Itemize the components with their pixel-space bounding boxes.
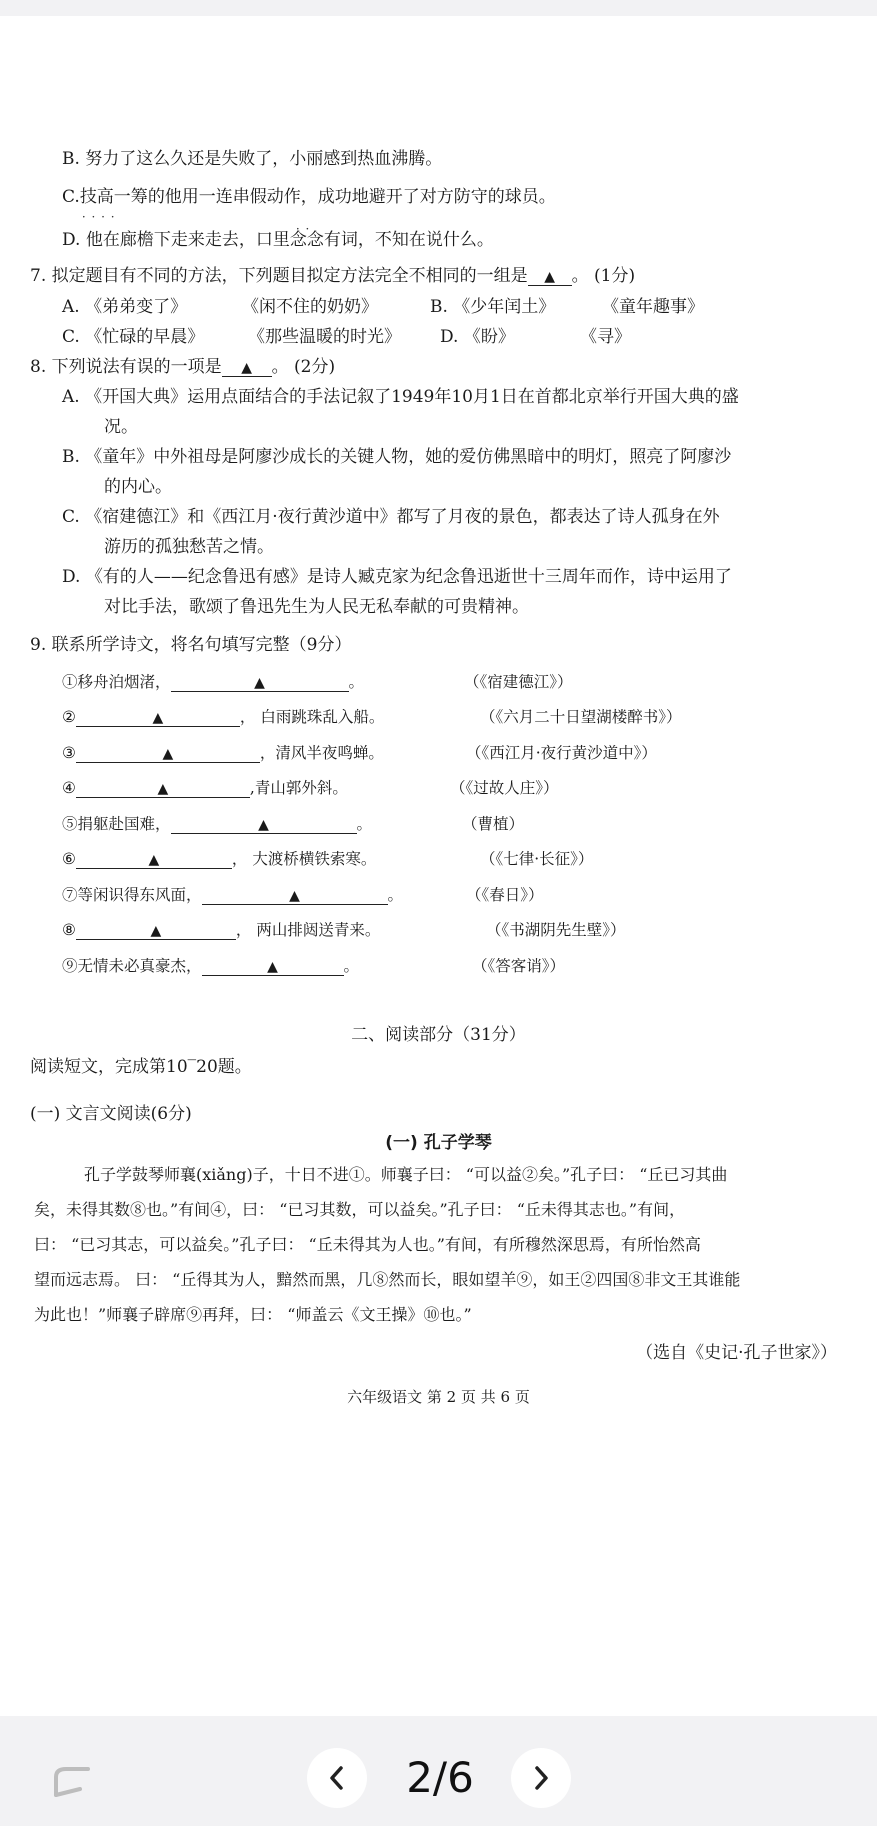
q9-item: ⑧ ▲ ， 两山排闼送青来。 （《书湖阴先生壁》） — [62, 921, 626, 939]
q8-stem: 8. 下列说法有误的一项是 ▲ 。 (2分) — [30, 357, 336, 377]
q8-option-d-line2: 对比手法，歌颂了鲁迅先生为人民无私奉献的可贵精神。 — [104, 597, 529, 617]
passage-line: 为此也！”师襄子辟席⑨再拜，曰： “师盖云《文王操》⑩也。” — [34, 1305, 472, 1324]
triangle-mark-icon: ▲ — [267, 959, 278, 975]
undo-icon[interactable] — [50, 1763, 94, 1799]
passage-line: 曰： “已习其志，可以益矣。”孔子曰： “丘未得其为人也。”有间，有所穆然深思焉，有所怡然高 — [34, 1235, 701, 1254]
q8-option-d-line1: D. 《有的人——纪念鲁迅有感》是诗人臧克家为纪念鲁迅逝世十三周年而作，诗中运用了 — [62, 567, 732, 587]
answer-blank — [528, 266, 572, 286]
triangle-mark-icon: ▲ — [157, 781, 169, 797]
chevron-right-icon — [530, 1765, 552, 1791]
q9-item: ①移舟泊烟渚， ▲ 。 （《宿建德江》） — [62, 673, 573, 691]
triangle-mark-icon: ▲ — [150, 923, 162, 939]
answer-blank — [171, 814, 357, 834]
q8-option-b-line1: B. 《童年》中外祖母是阿廖沙成长的关键人物，她的爱仿佛黑暗中的明灯，照亮了阿廖沙 — [62, 447, 732, 467]
subsection-heading: (一) 文言文阅读(6分) — [30, 1104, 192, 1124]
q9-item: ③ ▲ ，清风半夜鸣蝉。 （《西江月·夜行黄沙道中》） — [62, 744, 657, 762]
page-indicator: 2/6 — [406, 1753, 474, 1802]
reading-instruction: 阅读短文，完成第10‾20题。 — [30, 1057, 252, 1077]
triangle-mark-icon: ▲ — [544, 269, 556, 285]
answer-blank — [76, 707, 240, 727]
q8-option-c-line2: 游历的孤独愁苦之情。 — [104, 537, 274, 557]
q6-option-b: B. 努力了这么久还是失败了，小丽感到热血沸腾。 — [62, 149, 443, 169]
answer-blank — [202, 956, 344, 976]
passage-title: (一) 孔子学琴 — [385, 1133, 492, 1153]
q6-option-d: D. 他在廊檐下走来走去，口里念念有词 · ·，不知在说什么。 — [62, 229, 494, 251]
chevron-left-icon — [326, 1765, 348, 1791]
document-page: B. 努力了这么久还是失败了，小丽感到热血沸腾。 C.技高一筹 · · · ·的他用一连串假动作，成功地避开了对方防守的球员。 D. 他在廊檐下走来走去，口里念念有词 · ·，不知在说什么。 7. 拟定题目有不同的方法，下列题目拟定方法完全不相同的一组是 ▲ 。 (1分) A. 《弟弟变了》 《闲不住的奶奶》 B. 《少年闰土》 《童年趣事》 C. 《忙碌的早晨》 《那些温暖的时光》 D. 《盼》 《寻》 8. 下列说法有误的一项是 ▲ 。 (2分) A. 《开国大典》运用点面结合的手法记叙了1949年10月1日在首都北京举行开国大典的盛 况。 B. 《童年》中外祖母是阿廖沙成长的关键人物，她的爱仿佛黑暗中的明灯，照亮了阿廖沙 的内心。 C. 《宿建德江》和《西江月·夜行黄沙道中》都写了月夜的景色，都表达了诗人孤身在外 游历的孤独愁苦之情。 D. 《有的人——纪念鲁迅有感》是诗人臧克家为纪念鲁迅逝世十三周年而作，诗中运用了 对比手法，歌颂了鲁迅先生为人民无私奉献的可贵精神。 9. 联系所学诗文，将名句填写完整（9分） ①移舟泊烟渚， ▲ 。 （《宿建德江》） ② ▲ ， 白雨跳珠乱入船。 （《六月二十日望湖楼醉书》） ③ ▲ ，清风半夜鸣蝉。 （《西江月·夜行黄沙道中》） ④ ▲ ,青山郭外斜。 （《过故人庄》） ⑤捐躯赴国难， ▲ 。 （曹植） ⑥ ▲ ， 大渡桥横铁索寒。 （《七律·长征》） ⑦等闲识得东风面， ▲ 。 （《春日》） ⑧ ▲ ， 两山排闼送青来。 （《书湖阴先生壁》） ⑨无情未必真豪杰， ▲ 。 （《答客诮》） 二、阅读部分（31分） 阅读短文，完成第10‾20题。 (一) 文言文阅读(6分) (一) 孔子学琴 孔子学鼓琴师襄(xiǎng)子，十日不进①。师襄子曰： “可以益②矣。”孔子曰： “丘已习其曲 矣，未得其数⑧也。”有间④，曰： “已习其数，可以益矣。”孔子曰： “丘未得其志也。”有间， 曰： “已习其志，可以益矣。”孔子曰： “丘未得其为人也。”有间，有所穆然深思焉，有所怡然高 望而远志焉。 曰： “丘得其为人，黯然而黑，几⑧然而长，眼如望羊⑨，如王②四国⑧非文王其谁能 为此也！”师襄子辟席⑨再拜，曰： “师盖云《文王操》⑩也。” （选自《史记·孔子世家》） 六年级语文 第 2 页 共 6 页 — [0, 16, 877, 1716]
top-bar — [0, 0, 877, 16]
prev-page-button[interactable] — [307, 1748, 367, 1808]
q9-item: ④ ▲ ,青山郭外斜。 （《过故人庄》） — [62, 779, 559, 797]
q9-item: ⑥ ▲ ， 大渡桥横铁索寒。 （《七律·长征》） — [62, 850, 594, 868]
q8-option-a-line2: 况。 — [104, 417, 138, 437]
answer-blank — [76, 849, 232, 869]
q8-option-b-line2: 的内心。 — [104, 477, 172, 497]
section-heading: 二、阅读部分（31分） — [351, 1025, 526, 1045]
passage-line: 孔子学鼓琴师襄(xiǎng)子，十日不进①。师襄子曰： “可以益②矣。”孔子曰： “丘已习其曲 — [84, 1165, 728, 1184]
passage-line: 矣，未得其数⑧也。”有间④，曰： “已习其数，可以益矣。”孔子曰： “丘未得其志也。”有间， — [34, 1200, 686, 1219]
answer-blank — [202, 885, 388, 905]
triangle-mark-icon: ▲ — [162, 746, 174, 762]
answer-blank — [76, 743, 260, 763]
q8-option-a-line1: A. 《开国大典》运用点面结合的手法记叙了1949年10月1日在首都北京举行开国大典的盛 — [62, 387, 739, 407]
page-footer: 六年级语文 第 2 页 共 6 页 — [347, 1388, 530, 1406]
passage-line: 望而远志焉。 曰： “丘得其为人，黯然而黑，几⑧然而长，眼如望羊⑨，如王②四国⑧非文王其谁能 — [34, 1270, 741, 1289]
q7-stem: 7. 拟定题目有不同的方法，下列题目拟定方法完全不相同的一组是 ▲ 。 (1分) — [30, 266, 636, 286]
answer-blank — [222, 357, 272, 377]
triangle-mark-icon: ▲ — [254, 675, 265, 691]
q9-item: ② ▲ ， 白雨跳珠乱入船。 （《六月二十日望湖楼醉书》） — [62, 708, 682, 726]
q6-option-c: C.技高一筹 · · · ·的他用一连串假动作，成功地避开了对方防守的球员。 — [62, 186, 556, 208]
emphasized-word: 技高一筹 · · · · — [80, 187, 148, 207]
triangle-mark-icon: ▲ — [258, 817, 269, 833]
q8-option-c-line1: C. 《宿建德江》和《西江月·夜行黄沙道中》都写了月夜的景色，都表达了诗人孤身在外 — [62, 507, 720, 527]
q9-stem: 9. 联系所学诗文，将名句填写完整（9分） — [30, 635, 352, 655]
answer-blank — [171, 672, 349, 692]
triangle-mark-icon: ▲ — [152, 710, 164, 726]
triangle-mark-icon: ▲ — [241, 360, 253, 376]
triangle-mark-icon: ▲ — [289, 888, 300, 904]
triangle-mark-icon: ▲ — [148, 852, 160, 868]
passage-citation: （选自《史记·孔子世家》） — [636, 1343, 837, 1363]
q9-item: ⑦等闲识得东风面， ▲ 。 （《春日》） — [62, 886, 544, 904]
emphasized-word: 念念有词 · · — [290, 230, 358, 250]
next-page-button[interactable] — [511, 1748, 571, 1808]
q9-item: ⑤捐躯赴国难， ▲ 。 （曹植） — [62, 815, 525, 833]
q9-item: ⑨无情未必真豪杰， ▲ 。 （《答客诮》） — [62, 957, 566, 975]
answer-blank — [76, 920, 236, 940]
answer-blank — [76, 778, 250, 798]
